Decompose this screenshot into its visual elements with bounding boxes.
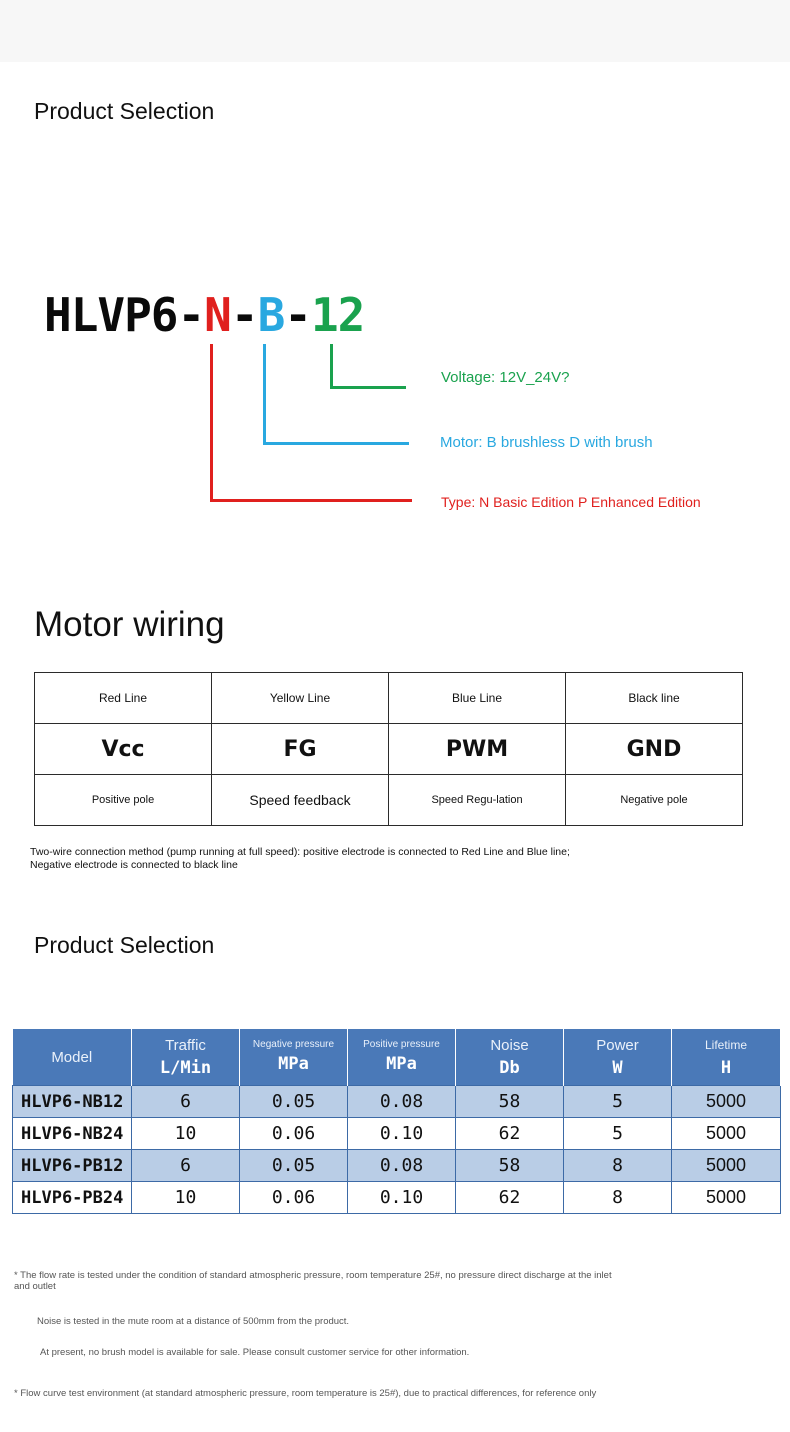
wiring-row-pins bbox=[35, 724, 743, 775]
cell-power: 5 bbox=[564, 1118, 672, 1150]
top-band bbox=[0, 0, 790, 62]
pin-fg: FG bbox=[212, 724, 389, 775]
cell-lifetime: 5000 bbox=[672, 1150, 781, 1182]
cell-positive-pressure: 0.10 bbox=[348, 1118, 456, 1150]
footnote-brush-model: At present, no brush model is available for sale. Please consult customer service for other information. bbox=[40, 1347, 470, 1358]
footnote-noise: Noise is tested in the mute room at a distance of 500mm from the product. bbox=[37, 1316, 350, 1327]
cell-positive-pressure: 0.08 bbox=[348, 1150, 456, 1182]
cell-traffic: 10 bbox=[132, 1182, 240, 1214]
motor-leader-horizontal bbox=[263, 442, 409, 445]
cell-lifetime: 5000 bbox=[672, 1086, 781, 1118]
cell-power: 5 bbox=[564, 1086, 672, 1118]
header-power bbox=[564, 1029, 672, 1086]
function-speed-feedback: Speed feedback bbox=[212, 775, 389, 826]
cell-model: HLVP6-NB24 bbox=[13, 1118, 132, 1150]
part-code-type: N bbox=[204, 288, 231, 342]
header-traffic bbox=[132, 1029, 240, 1086]
cell-model: HLVP6-PB24 bbox=[13, 1182, 132, 1214]
header-positive-pressure-title: Positive pressure bbox=[363, 1039, 440, 1050]
cell-noise: 62 bbox=[456, 1182, 564, 1214]
wiring-table bbox=[34, 672, 743, 826]
header-lifetime-unit: H bbox=[720, 1057, 732, 1078]
spec-table bbox=[12, 1029, 781, 1214]
table-row bbox=[13, 1150, 781, 1182]
cell-power: 8 bbox=[564, 1182, 672, 1214]
header-negative-pressure-title: Negative pressure bbox=[252, 1039, 335, 1050]
part-code-separator: - bbox=[284, 288, 311, 342]
wire-red-line: Red Line bbox=[35, 673, 212, 724]
header-positive-pressure bbox=[348, 1029, 456, 1086]
header-noise-title: Noise bbox=[490, 1036, 529, 1054]
section-title-product-selection: Product Selection bbox=[34, 98, 215, 124]
header-positive-pressure-unit: MPa bbox=[386, 1054, 417, 1074]
function-negative-pole: Negative pole bbox=[566, 775, 743, 826]
part-code-separator: - bbox=[230, 288, 258, 342]
pin-gnd: GND bbox=[566, 724, 743, 775]
table-row bbox=[13, 1086, 781, 1118]
cell-model: HLVP6-PB12 bbox=[13, 1150, 132, 1182]
function-speed-regulation: Speed Regu-lation bbox=[389, 775, 566, 826]
table-row bbox=[13, 1182, 781, 1214]
cell-power: 8 bbox=[564, 1150, 672, 1182]
wiring-row-lines bbox=[35, 673, 743, 724]
header-negative-pressure bbox=[240, 1029, 348, 1086]
voltage-label: Voltage: 12V_24V? bbox=[441, 369, 570, 386]
pin-pwm: PWM bbox=[389, 724, 566, 775]
cell-noise: 58 bbox=[456, 1086, 564, 1118]
cell-noise: 58 bbox=[456, 1150, 564, 1182]
header-noise bbox=[456, 1029, 564, 1086]
type-label: Type: N Basic Edition P Enhanced Edition bbox=[441, 494, 701, 510]
header-traffic-unit: L/Min bbox=[159, 1057, 212, 1078]
cell-traffic: 6 bbox=[132, 1086, 240, 1118]
header-power-title: Power bbox=[596, 1036, 639, 1054]
pin-vcc: Vcc bbox=[35, 724, 212, 775]
wire-black-line: Black line bbox=[566, 673, 743, 724]
cell-noise: 62 bbox=[456, 1118, 564, 1150]
cell-negative-pressure: 0.06 bbox=[240, 1182, 348, 1214]
part-code-base: HLVP6- bbox=[44, 288, 205, 342]
spec-header-row bbox=[13, 1029, 781, 1086]
motor-label: Motor: B brushless D with brush bbox=[440, 434, 653, 451]
header-negative-pressure-unit: MPa bbox=[278, 1054, 309, 1074]
cell-positive-pressure: 0.08 bbox=[348, 1086, 456, 1118]
type-leader-vertical bbox=[210, 344, 213, 502]
cell-negative-pressure: 0.05 bbox=[240, 1086, 348, 1118]
footnote-flow-curve: * Flow curve test environment (at standard atmospheric pressure, room temperature is 25#), due to practical differences, for reference only bbox=[14, 1388, 597, 1399]
table-row bbox=[13, 1118, 781, 1150]
section-title-product-selection-2: Product Selection bbox=[34, 932, 215, 958]
cell-lifetime: 5000 bbox=[672, 1182, 781, 1214]
wire-blue-line: Blue Line bbox=[389, 673, 566, 724]
part-code bbox=[44, 288, 365, 342]
header-traffic-title: Traffic bbox=[165, 1036, 206, 1054]
cell-negative-pressure: 0.05 bbox=[240, 1150, 348, 1182]
cell-lifetime: 5000 bbox=[672, 1118, 781, 1150]
type-leader-horizontal bbox=[210, 499, 412, 502]
cell-traffic: 10 bbox=[132, 1118, 240, 1150]
header-model bbox=[13, 1029, 132, 1086]
voltage-leader-vertical bbox=[330, 344, 333, 388]
part-code-motor: B bbox=[257, 288, 285, 342]
header-lifetime bbox=[672, 1029, 781, 1086]
cell-negative-pressure: 0.06 bbox=[240, 1118, 348, 1150]
cell-positive-pressure: 0.10 bbox=[348, 1182, 456, 1214]
cell-model: HLVP6-NB12 bbox=[13, 1086, 132, 1118]
header-model-title: Model bbox=[51, 1048, 93, 1066]
header-lifetime-title: Lifetime bbox=[704, 1037, 748, 1052]
header-power-unit: W bbox=[612, 1057, 623, 1078]
footnote-flow-rate: * The flow rate is tested under the condition of standard atmospheric pressure, room temperature 25#, no pressure direct discharge at the inlet and outlet bbox=[14, 1270, 612, 1292]
part-code-voltage: 12 bbox=[310, 288, 365, 342]
wire-yellow-line: Yellow Line bbox=[212, 673, 389, 724]
wiring-note: Two-wire connection method (pump running at full speed): positive electrode is connected to Red Line and Blue line; Negative electrode is connected to black line bbox=[30, 846, 570, 871]
voltage-leader-horizontal bbox=[330, 386, 406, 389]
motor-leader-vertical bbox=[263, 344, 266, 445]
function-positive-pole: Positive pole bbox=[35, 775, 212, 826]
cell-traffic: 6 bbox=[132, 1150, 240, 1182]
wiring-row-functions bbox=[35, 775, 743, 826]
section-title-motor-wiring: Motor wiring bbox=[34, 605, 225, 644]
header-noise-unit: Db bbox=[499, 1057, 520, 1078]
